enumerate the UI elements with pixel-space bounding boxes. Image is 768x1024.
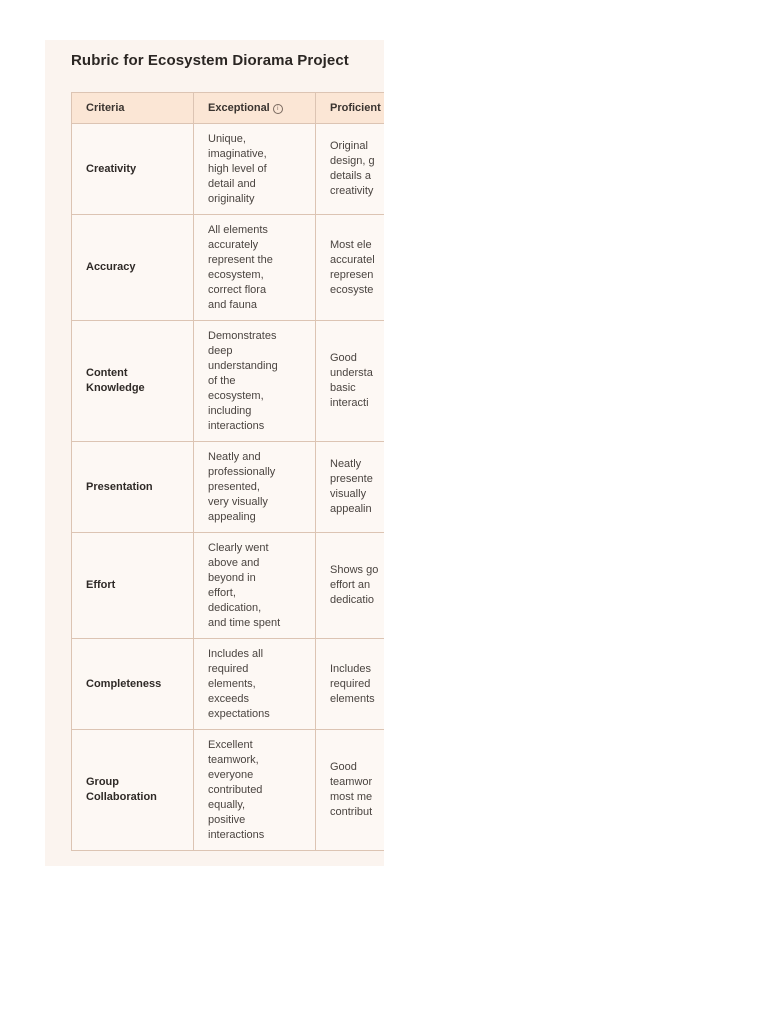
criteria-text: Effort bbox=[86, 579, 116, 591]
header-proficient-label: Proficient bbox=[330, 102, 381, 114]
exceptional-text: equally, bbox=[208, 798, 246, 811]
proficient-text: details a bbox=[330, 170, 371, 182]
rubric-table bbox=[71, 92, 384, 851]
criteria-text: Knowledge bbox=[86, 382, 145, 394]
exceptional-text: accurately bbox=[208, 238, 259, 251]
table-row bbox=[72, 321, 385, 442]
exceptional-text: teamwork, bbox=[208, 753, 259, 766]
rubric-card bbox=[45, 40, 384, 866]
table-row bbox=[72, 730, 385, 851]
proficient-cell bbox=[316, 442, 385, 533]
proficient-text: visually bbox=[330, 488, 367, 500]
proficient-text: Most ele bbox=[330, 238, 372, 251]
header-criteria bbox=[72, 93, 194, 124]
table-row bbox=[72, 533, 385, 639]
header-criteria-label: Criteria bbox=[86, 102, 125, 114]
exceptional-text: interactions bbox=[208, 828, 265, 841]
exceptional-text: Excellent bbox=[208, 738, 253, 751]
exceptional-cell bbox=[194, 124, 316, 215]
criteria-cell bbox=[72, 215, 194, 321]
proficient-cell bbox=[316, 321, 385, 442]
proficient-text: represen bbox=[330, 268, 374, 281]
exceptional-text: All elements bbox=[208, 223, 268, 236]
proficient-cell bbox=[316, 639, 385, 730]
exceptional-text: and fauna bbox=[208, 298, 257, 311]
exceptional-text: positive bbox=[208, 813, 246, 826]
proficient-text: Shows go bbox=[330, 564, 379, 576]
exceptional-text: presented, bbox=[208, 480, 260, 493]
exceptional-text: interactions bbox=[208, 419, 265, 432]
exceptional-cell bbox=[194, 442, 316, 533]
exceptional-text: very visually bbox=[208, 495, 268, 508]
exceptional-text: expectations bbox=[208, 707, 270, 720]
table-row bbox=[72, 124, 385, 215]
exceptional-text: detail and bbox=[208, 177, 256, 190]
exceptional-cell bbox=[194, 215, 316, 321]
proficient-text: teamwor bbox=[330, 776, 373, 788]
exceptional-text: required bbox=[208, 662, 249, 675]
exceptional-cell bbox=[194, 730, 316, 851]
criteria-cell bbox=[72, 321, 194, 442]
exceptional-text: effort, bbox=[208, 586, 236, 599]
criteria-cell bbox=[72, 124, 194, 215]
proficient-text: appealin bbox=[330, 503, 372, 515]
info-icon[interactable]: i bbox=[273, 104, 283, 114]
exceptional-cell bbox=[194, 639, 316, 730]
proficient-text: Good bbox=[330, 761, 357, 773]
exceptional-text: Includes all bbox=[208, 647, 264, 660]
exceptional-text: appealing bbox=[208, 510, 256, 523]
exceptional-cell bbox=[194, 321, 316, 442]
criteria-cell bbox=[72, 442, 194, 533]
criteria-text: Accuracy bbox=[86, 261, 136, 273]
header-exceptional-label: Exceptional bbox=[208, 102, 270, 114]
criteria-text: Collaboration bbox=[86, 791, 157, 803]
criteria-text: Creativity bbox=[86, 162, 137, 175]
header-proficient bbox=[316, 93, 385, 124]
proficient-cell bbox=[316, 730, 385, 851]
proficient-text: Original bbox=[330, 140, 368, 152]
exceptional-text: contributed bbox=[208, 783, 263, 796]
proficient-cell bbox=[316, 124, 385, 215]
exceptional-text: understanding bbox=[208, 359, 278, 372]
exceptional-text: and time spent bbox=[208, 616, 281, 629]
proficient-text: Neatly bbox=[330, 458, 362, 470]
proficient-text: Good bbox=[330, 352, 357, 364]
proficient-text: elements bbox=[330, 692, 375, 705]
exceptional-text: ecosystem, bbox=[208, 389, 264, 402]
proficient-text: creativity bbox=[330, 185, 374, 197]
exceptional-text: high level of bbox=[208, 162, 267, 175]
criteria-cell bbox=[72, 639, 194, 730]
exceptional-text: elements, bbox=[208, 677, 256, 690]
exceptional-text: Demonstrates bbox=[208, 329, 277, 342]
proficient-text: required bbox=[330, 677, 371, 690]
exceptional-text: originality bbox=[208, 192, 255, 205]
exceptional-text: Unique, bbox=[208, 132, 246, 145]
exceptional-text: exceeds bbox=[208, 692, 249, 705]
exceptional-text: beyond in bbox=[208, 571, 256, 584]
proficient-text: ecosyste bbox=[330, 283, 374, 296]
criteria-cell bbox=[72, 730, 194, 851]
rubric-body bbox=[72, 124, 385, 851]
exceptional-text: of the bbox=[208, 374, 236, 387]
exceptional-text: correct flora bbox=[208, 283, 267, 296]
exceptional-text: including bbox=[208, 404, 252, 417]
exceptional-text: imaginative, bbox=[208, 147, 267, 160]
exceptional-text: above and bbox=[208, 556, 260, 569]
exceptional-text: represent the bbox=[208, 253, 273, 266]
criteria-text: Content bbox=[86, 367, 128, 379]
criteria-text: Completeness bbox=[86, 677, 162, 690]
exceptional-text: ecosystem, bbox=[208, 268, 264, 281]
proficient-cell bbox=[316, 533, 385, 639]
criteria-cell bbox=[72, 533, 194, 639]
proficient-text: Includes bbox=[330, 662, 371, 675]
proficient-text: most me bbox=[330, 791, 373, 803]
proficient-text: accuratel bbox=[330, 253, 375, 266]
exceptional-text: Clearly went bbox=[208, 541, 269, 554]
table-row bbox=[72, 639, 385, 730]
header-exceptional bbox=[194, 93, 316, 124]
proficient-text: presente bbox=[330, 473, 373, 485]
table-header-row bbox=[72, 93, 385, 124]
proficient-text: understa bbox=[330, 367, 373, 379]
proficient-text: contribut bbox=[330, 806, 373, 818]
criteria-text: Presentation bbox=[86, 480, 153, 493]
exceptional-text: everyone bbox=[208, 768, 254, 781]
exceptional-text: deep bbox=[208, 344, 233, 357]
proficient-text: effort an bbox=[330, 579, 371, 591]
proficient-text: basic bbox=[330, 382, 356, 394]
exceptional-cell bbox=[194, 533, 316, 639]
table-row bbox=[72, 215, 385, 321]
table-row bbox=[72, 442, 385, 533]
criteria-text: Group bbox=[86, 776, 119, 788]
exceptional-text: dedication, bbox=[208, 601, 262, 614]
exceptional-text: Neatly and bbox=[208, 450, 261, 463]
proficient-text: design, g bbox=[330, 155, 375, 167]
proficient-text: dedicatio bbox=[330, 594, 375, 606]
proficient-text: interacti bbox=[330, 397, 369, 409]
page-title: Rubric for Ecosystem Diorama Project bbox=[71, 52, 349, 69]
exceptional-text: professionally bbox=[208, 465, 276, 478]
proficient-cell bbox=[316, 215, 385, 321]
